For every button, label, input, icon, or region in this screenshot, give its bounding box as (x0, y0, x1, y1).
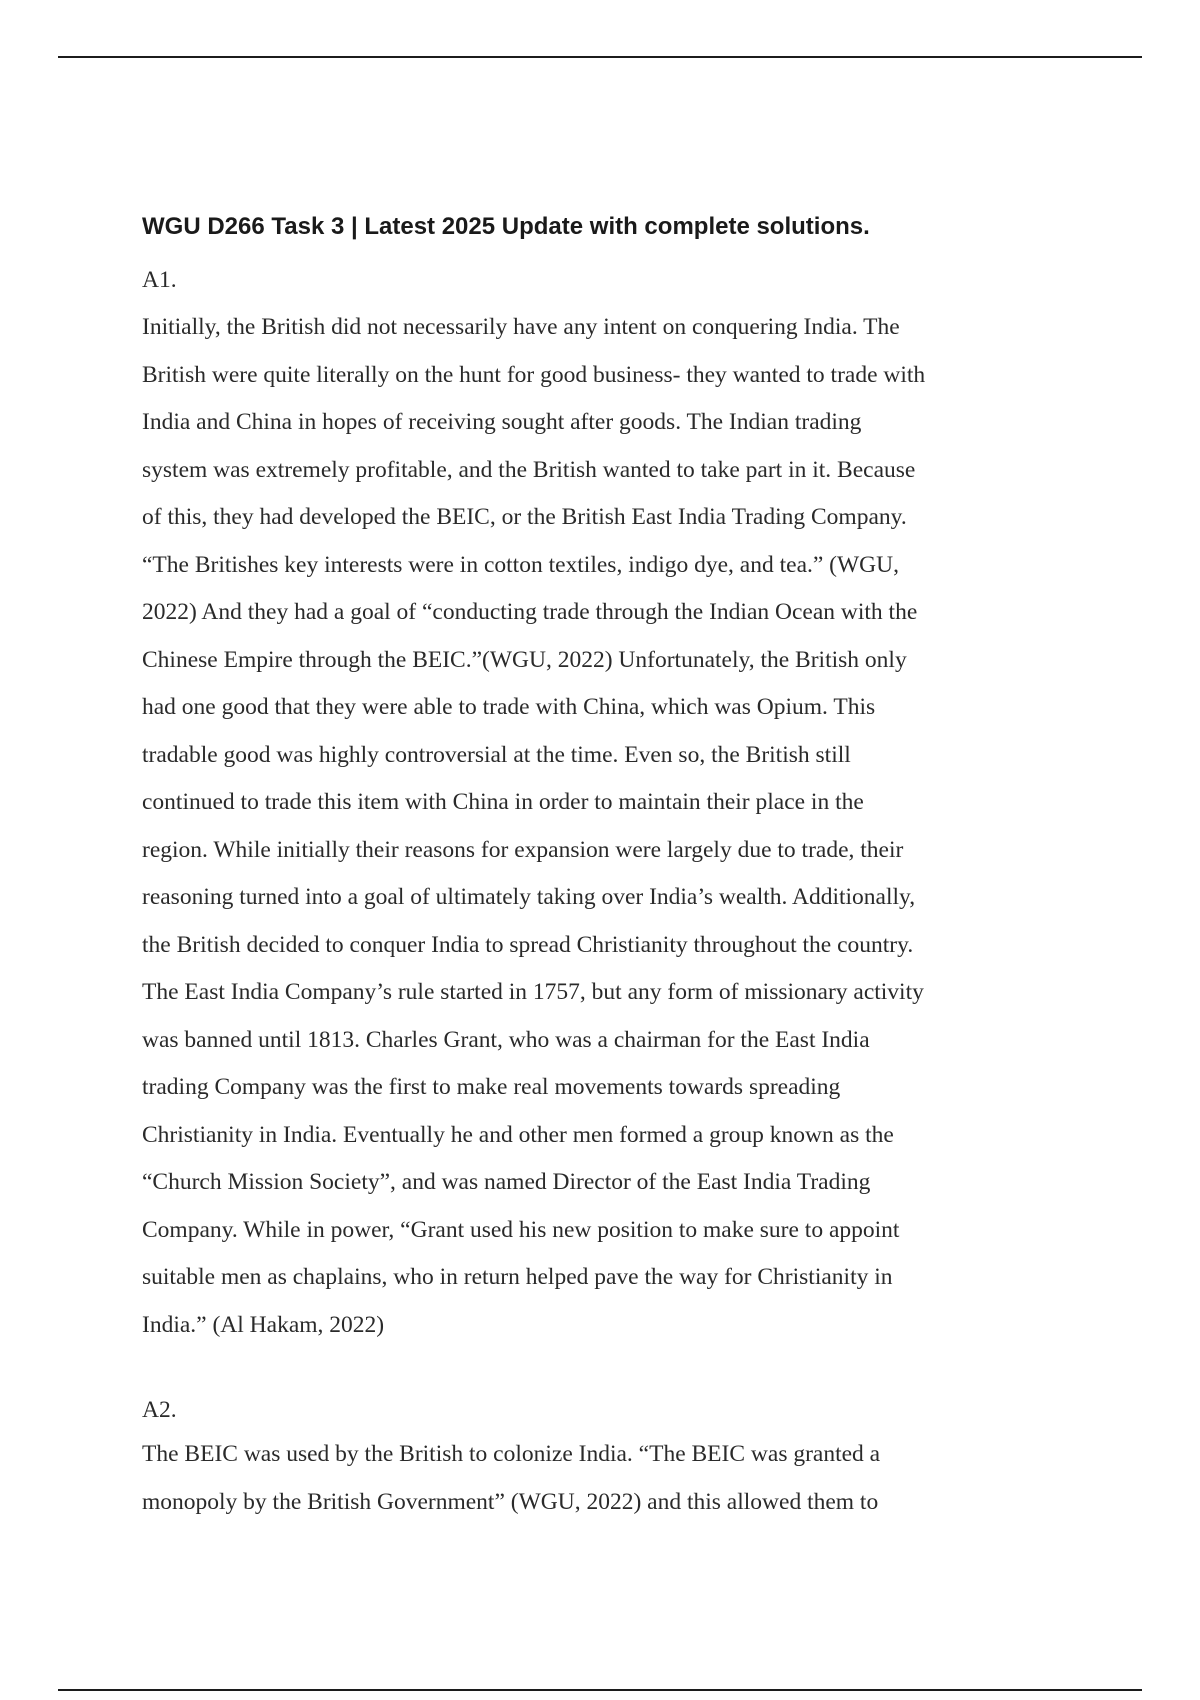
text-line: The East India Company’s rule started in 1757, but any form of missionary activity (142, 979, 924, 1005)
text-line: continued to trade this item with China in order to maintain their place in the (142, 789, 864, 815)
text-line: monopoly by the British Government” (WGU, 2022) and this allowed them to (142, 1488, 879, 1515)
text-line: Initially, the British did not necessarily have any intent on conquering India. The (142, 314, 900, 340)
text-line: trading Company was the first to make real movements towards spreading (142, 1074, 841, 1100)
section-body (142, 1431, 1082, 1526)
text-line: The BEIC was used by the British to colonize India. “The BEIC was granted a (142, 1441, 881, 1467)
text-line: India and China in hopes of receiving sought after goods. The Indian trading (142, 409, 862, 435)
section-a2 (142, 1395, 1082, 1526)
bottom-rule (58, 1689, 1142, 1691)
text-line: of this, they had developed the BEIC, or the British East India Trading Company. (142, 504, 907, 530)
text-line: tradable good was highly controversial at the time. Even so, the British still (142, 741, 851, 768)
text-line: the British decided to conquer India to spread Christianity throughout the country. (142, 931, 914, 958)
text-line: had one good that they were able to trade with China, which was Opium. This (142, 694, 876, 720)
text-line: Christianity in India. Eventually he and other men formed a group known as the (142, 1121, 894, 1148)
text-line: reasoning turned into a goal of ultimately taking over India’s wealth. Additionally, (142, 884, 916, 910)
text-line: British were quite literally on the hunt for good business- they wanted to trade with (142, 361, 926, 388)
section-body (142, 304, 1082, 1349)
text-line: suitable men as chaplains, who in return helped pave the way for Christianity in (142, 1264, 893, 1290)
text-line: region. While initially their reasons for expansion were largely due to trade, their (142, 836, 904, 863)
document-title: WGU D266 Task 3 | Latest 2025 Update with complete solutions. (142, 213, 870, 240)
text-line: Chinese Empire through the BEIC.”(WGU, 2022) Unfortunately, the British only (142, 646, 907, 673)
text-line: Company. While in power, “Grant used his new position to make sure to appoint (142, 1216, 900, 1243)
top-rule (58, 56, 1142, 58)
text-line: was banned until 1813. Charles Grant, who was a chairman for the East India (142, 1026, 870, 1053)
text-line: “The Britishes key interests were in cotton textiles, indigo dye, and tea.” (WGU, (142, 551, 900, 578)
section-a1 (142, 265, 1082, 1349)
text-line: “Church Mission Society”, and was named Director of the East India Trading (142, 1169, 871, 1195)
text-line: system was extremely profitable, and the British wanted to take part in it. Because (142, 456, 916, 483)
text-line: India.” (Al Hakam, 2022) (142, 1311, 385, 1338)
document-page (142, 212, 1082, 1526)
section-heading: A1. (142, 267, 177, 293)
text-line: 2022) And they had a goal of “conducting trade through the Indian Ocean with the (142, 599, 918, 625)
section-heading: A2. (142, 1397, 177, 1423)
